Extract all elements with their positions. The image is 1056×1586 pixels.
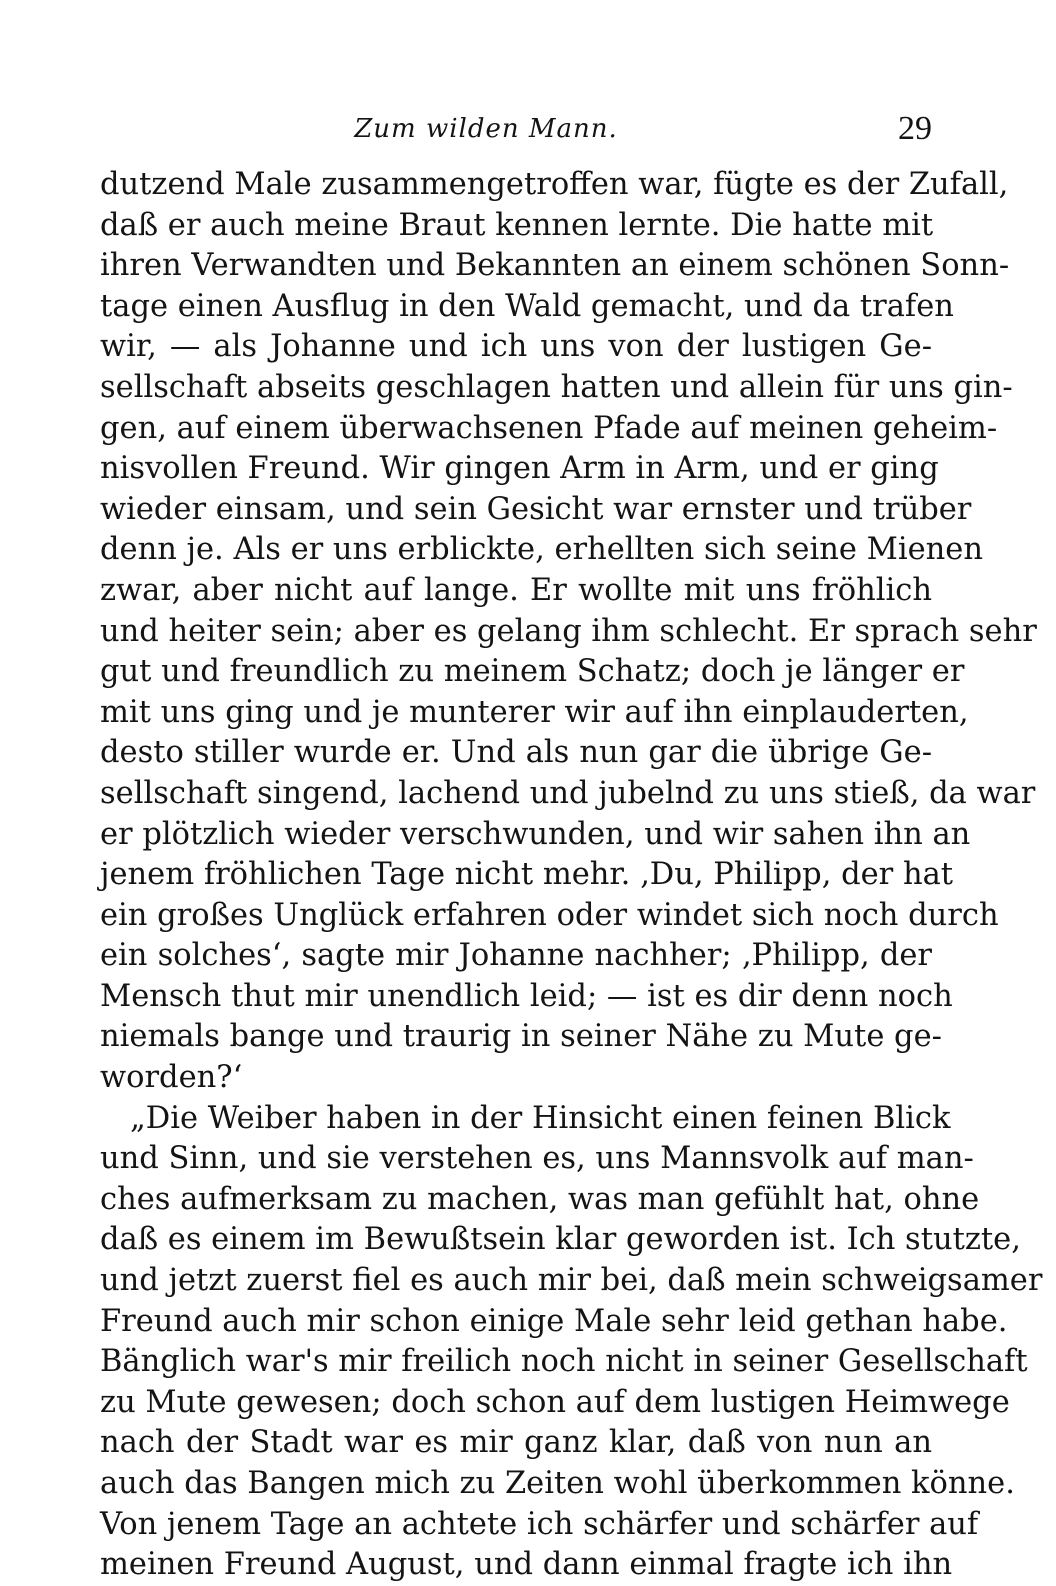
text-line: zu Mute gewesen; doch schon auf dem lustigen Heimwege — [100, 1384, 1010, 1420]
text-line: daß es einem im Bewußtsein klar geworden ist. Ich stutzte, — [100, 1222, 1021, 1258]
text-line: desto stiller wurde er. Und als nun gar die übrige Ge- — [100, 735, 932, 771]
text-line: wir, — als Johanne und ich uns von der lustigen Ge- — [100, 329, 932, 365]
text-line: meinen Freund August, und dann einmal fragte ich ihn — [100, 1547, 953, 1583]
text-line: ihren Verwandten und Bekannten an einem schönen Sonn- — [100, 248, 1010, 284]
text-line: Von jenem Tage an achtete ich schärfer und schärfer auf — [100, 1506, 979, 1542]
page-number: 29 — [898, 110, 932, 147]
running-title: Zum wilden Mann. — [354, 114, 618, 144]
text-line: jenem fröhlichen Tage nicht mehr. ‚Du, Philipp, der hat — [100, 857, 954, 893]
text-line: nach der Stadt war es mir ganz klar, daß von nun an — [100, 1425, 932, 1461]
text-line: gut und freundlich zu meinem Schatz; doch je länger er — [100, 654, 965, 690]
body-text — [100, 165, 1043, 1586]
text-line: auch das Bangen mich zu Zeiten wohl überkommen könne. — [100, 1466, 1015, 1501]
text-line: gen, auf einem überwachsenen Pfade auf meinen geheim- — [100, 410, 998, 446]
text-line: und heiter sein; aber es gelang ihm schlecht. Er sprach sehr — [100, 613, 1037, 649]
paragraph-end-line: worden?‘ — [100, 1060, 243, 1096]
text-line: nisvollen Freund. Wir gingen Arm in Arm, und er ging — [100, 451, 939, 487]
text-line: ches aufmerksam zu machen, was man gefühlt hat, ohne — [100, 1181, 980, 1217]
text-line: niemals bange und traurig in seiner Nähe zu Mute ge- — [100, 1019, 942, 1055]
text-line: Bänglich war's mir freilich noch nicht in seiner Gesellschaft — [100, 1344, 1028, 1380]
text-line: tage einen Ausflug in den Wald gemacht, und da trafen — [100, 288, 954, 324]
text-line: ein solches‘, sagte mir Johanne nachher; ‚Philipp, der — [100, 938, 932, 974]
text-line: er plötzlich wieder verschwunden, und wir sahen ihn an — [100, 816, 971, 852]
text-line: sellschaft singend, lachend und jubelnd zu uns stieß, da war — [100, 775, 1036, 811]
paragraph-start-line: „Die Weiber haben in der Hinsicht einen feinen Blick — [130, 1100, 951, 1136]
text-line: daß er auch meine Braut kennen lernte. Die hatte mit — [100, 207, 934, 243]
text-line: zwar, aber nicht auf lange. Er wollte mit uns fröhlich — [100, 572, 932, 608]
text-line: wieder einsam, und sein Gesicht war ernster und trüber — [100, 491, 972, 527]
text-line: Freund auch mir schon einige Male sehr leid gethan habe. — [100, 1303, 1008, 1339]
text-line: ein großes Unglück erfahren oder windet sich noch durch — [100, 897, 999, 933]
text-line: mit uns ging und je munterer wir auf ihn einplauderten, — [100, 694, 969, 730]
text-line: und Sinn, und sie verstehen es, uns Mannsvolk auf man- — [100, 1141, 974, 1177]
text-line: dutzend Male zusammengetroffen war, fügte es der Zufall, — [100, 167, 1009, 202]
text-line: denn je. Als er uns erblickte, erhellten sich seine Mienen — [100, 532, 983, 568]
running-head — [100, 110, 932, 150]
text-line: Mensch thut mir unendlich leid; — ist es dir denn noch — [100, 978, 953, 1014]
text-line: und jetzt zuerst fiel es auch mir bei, daß mein schweigsamer — [100, 1263, 1043, 1299]
text-line: sellschaft abseits geschlagen hatten und allein für uns gin- — [100, 369, 1013, 405]
